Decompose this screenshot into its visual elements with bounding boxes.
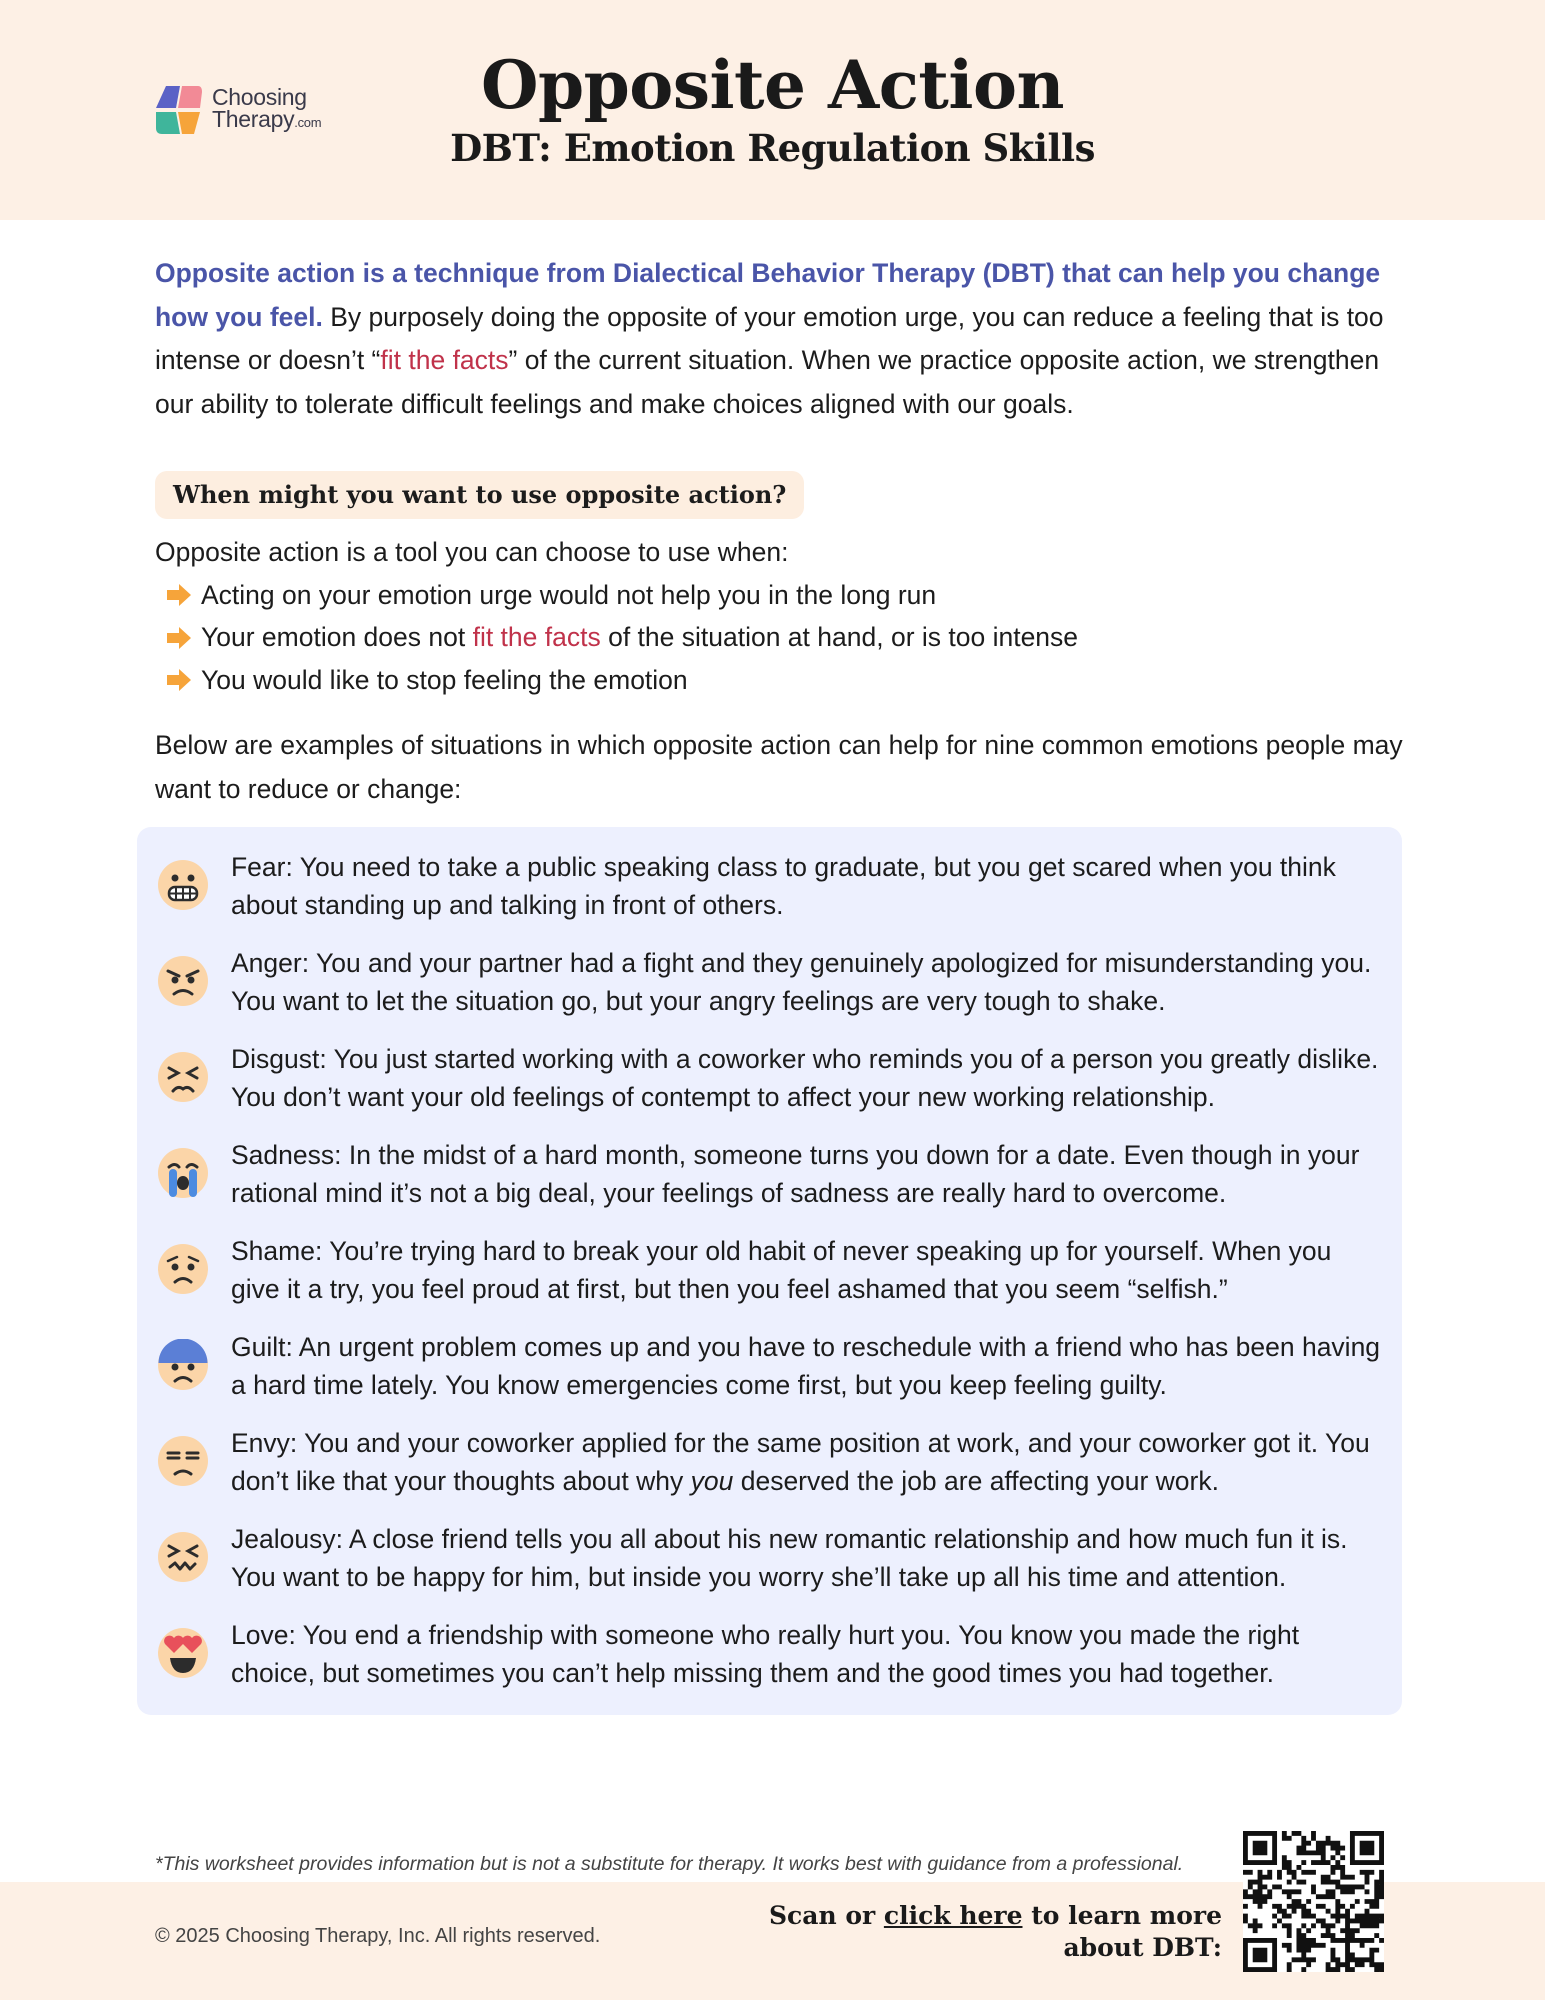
unamused-face-icon [157, 1435, 209, 1487]
page-title: Opposite Action [481, 46, 1064, 124]
emotion-text-part: Envy: You and your coworker applied for the same position at work, and your coworker got it. You don’t like that your thoughts about why [231, 1428, 1370, 1496]
emotion-text: Fear: You need to take a public speaking class to graduate, but you get scared when you think about standing up and talking in front of others. [231, 852, 1336, 920]
copyright: © 2025 Choosing Therapy, Inc. All rights reserved. [155, 1925, 601, 1947]
qr-code-icon[interactable] [1243, 1831, 1384, 1972]
fit-the-facts-link[interactable]: fit the facts [380, 345, 509, 375]
click-here-link[interactable]: click here [883, 1901, 1023, 1930]
scan-prefix: Scan or [768, 1901, 884, 1930]
emotion-text: Shame: You’re trying hard to break your old habit of never speaking up for yourself. When you give it a try, you feel proud at first, but then you feel ashamed that you seem “selfish.” [231, 1236, 1332, 1304]
emotion-text: Guilt: An urgent problem comes up and you have to reschedule with a friend who has been having a hard time lately. You know emergencies come first, but you keep feeling guilty. [231, 1332, 1381, 1400]
anxious-face-icon [157, 1339, 209, 1391]
emotion-item-shame [157, 1233, 1387, 1308]
heart-eyes-face-icon [157, 1627, 209, 1679]
emotion-item-jealousy [157, 1521, 1387, 1596]
intro-lead: Opposite action is a technique from Dialectical Behavior Therapy (DBT) that can help you change how you feel. [155, 258, 1381, 332]
bullet-text: of the situation at hand, or is too intense [600, 622, 1079, 653]
intro-text-1: By purposely doing the opposite of your emotion urge, you can reduce a feeling that is too intense or doesn’t “ [155, 301, 1384, 375]
emotion-text-part: deserved the job are affecting your work. [733, 1465, 1219, 1496]
disgusted-face-icon [157, 1051, 209, 1103]
emotion-item-love [157, 1617, 1387, 1692]
emotion-text: Anger: You and your partner had a fight and they genuinely apologized for misunderstanding you. You want to let the situation go, but your angry feelings are very tough to shake. [231, 948, 1372, 1016]
bullet-list [165, 574, 1078, 702]
emotion-text: Disgust: You just started working with a coworker who reminds you of a person you greatly dislike. You don’t want your old feelings of contempt to affect your new working relationship. [231, 1044, 1379, 1112]
scan-suffix: to learn more [1022, 1901, 1222, 1930]
emotion-item-guilt [157, 1329, 1387, 1404]
logo-suffix: .com [294, 115, 322, 130]
scan-cta [769, 1900, 1222, 1964]
intro-text-2: ” of the current situation. When we practice opposite action, we strengthen our ability to tolerate difficult feelings and make choices aligned with our goals. [155, 345, 1380, 419]
list-item [165, 659, 1078, 702]
emotion-item-anger [157, 945, 1387, 1020]
bullet-text: You would like to stop feeling the emotion [201, 664, 688, 695]
intro-paragraph [155, 252, 1405, 426]
scan-line-2: about DBT: [1063, 1933, 1222, 1962]
emotion-text: Love: You end a friendship with someone who really hurt you. You know you made the right choice, but sometimes you can’t help missing them and the good times you had together. [231, 1620, 1300, 1688]
crying-face-icon [157, 1147, 209, 1199]
arrow-right-icon [165, 582, 193, 608]
arrow-right-icon [165, 667, 193, 693]
disclaimer: *This worksheet provides information but is not a substitute for therapy. It works best with guidance from a professional. [155, 1853, 1184, 1875]
list-item [165, 574, 1078, 617]
emotion-item-sadness [157, 1137, 1387, 1212]
confounded-face-icon [157, 1531, 209, 1583]
emotions-panel [137, 827, 1402, 1715]
logo-line-1: Choosing [212, 84, 307, 110]
bullet-text: Your emotion does not [201, 622, 473, 653]
emotion-text: Sadness: In the midst of a hard month, someone turns you down for a date. Even though in your rational mind it’s not a big deal, your feelings of sadness are really hard to overcome. [231, 1140, 1360, 1208]
emotion-item-disgust [157, 1041, 1387, 1116]
grimacing-face-icon [157, 859, 209, 911]
emotion-text: Jealousy: A close friend tells you all about his new romantic relationship and how much fun it is. You want to be happy for him, but inside you worry she’ll take up all his time and attention. [231, 1524, 1348, 1592]
bullet-text: Acting on your emotion urge would not help you in the long run [201, 579, 937, 610]
section-heading: When might you want to use opposite action? [155, 471, 804, 519]
emotion-text-emphasis: you [690, 1465, 734, 1496]
emotion-text [231, 1425, 1381, 1500]
worried-face-icon [157, 1243, 209, 1295]
page-subtitle: DBT: Emotion Regulation Skills [450, 126, 1095, 170]
emotion-item-fear [157, 849, 1387, 924]
angry-face-icon [157, 955, 209, 1007]
emotion-item-envy [157, 1425, 1387, 1500]
fit-the-facts-link[interactable]: fit the facts [472, 622, 601, 653]
qr-modules [1243, 1831, 1384, 1972]
logo-line-2: Therapy [212, 106, 295, 132]
list-item [165, 617, 1078, 660]
tool-intro: Opposite action is a tool you can choose to use when: [155, 537, 789, 567]
arrow-right-icon [165, 625, 193, 651]
examples-intro: Below are examples of situations in which opposite action can help for nine common emotions people may want to reduce or change: [155, 730, 1403, 804]
